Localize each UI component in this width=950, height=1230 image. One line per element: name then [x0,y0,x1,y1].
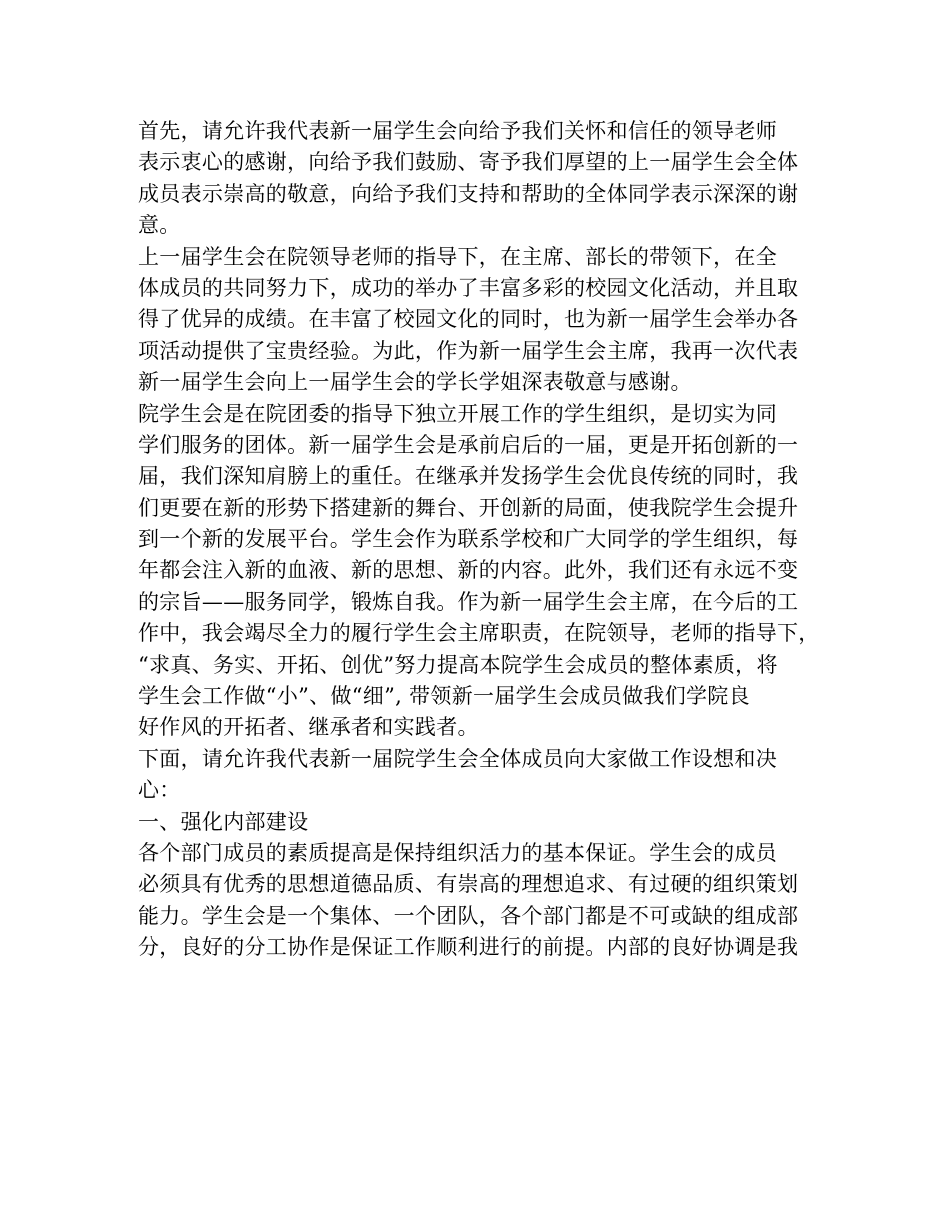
text-line: 的宗旨——服务同学，锻炼自我。作为新一届学生会主席，在今后的工 [138,589,799,614]
text-line: 必须具有优秀的思想道德品质、有崇高的理想追求、有过硬的组织策划 [138,872,799,897]
text-line: 表示衷心的感谢，向给予我们鼓励、寄予我们厚望的上一届学生会全体 [138,150,799,175]
paragraph-student-union [138,399,828,744]
text-line: 学们服务的团体。新一届学生会是承前启后的一届，更是开拓创新的一 [138,432,799,457]
section-heading-text: 一、强化内部建设 [138,809,309,834]
text-line: 意。 [138,213,181,238]
document-body [138,116,828,964]
text-line: 学生会工作做“小”、做“细”, 带领新一届学生会成员做我们学院良 [138,684,750,709]
paragraph-thanks [138,116,828,242]
text-line: 好作风的开拓者、继承者和实践者。 [138,715,479,740]
text-line: 心： [138,778,181,803]
paragraph-previous-council [138,242,828,399]
text-line: 上一届学生会在院领导老师的指导下，在主席、部长的带领下，在全 [138,244,777,269]
text-line: 体成员的共同努力下，成功的举办了丰富多彩的校园文化活动，并且取 [138,275,799,300]
paragraph-intro-plans [138,744,828,807]
text-line: 到一个新的发展平台。学生会作为联系学校和广大同学的学生组织，每 [138,527,799,552]
text-line: 下面，请允许我代表新一届院学生会全体成员向大家做工作设想和决 [138,746,777,771]
text-line: 首先，请允许我代表新一届学生会向给予我们关怀和信任的领导老师 [138,119,777,143]
text-line: 成员表示崇高的敬意，向给予我们支持和帮助的全体同学表示深深的谢 [138,181,799,206]
text-line: 新一届学生会向上一届学生会的学长学姐深表敬意与感谢。 [138,370,692,395]
text-line: 们更要在新的形势下搭建新的舞台、开创新的局面，使我院学生会提升 [138,495,799,520]
paragraph-internal-building [138,838,828,964]
text-line: 年都会注入新的血液、新的思想、新的内容。此外，我们还有永远不变 [138,558,799,583]
section-heading [138,807,828,838]
text-line: 届，我们深知肩膀上的重任。在继承并发扬学生会优良传统的同时，我 [138,464,799,489]
text-line: 作中，我会竭尽全力的履行学生会主席职责，在院领导，老师的指导下， [138,621,820,646]
text-line: 各个部门成员的素质提高是保持组织活力的基本保证。学生会的成员 [138,840,777,865]
text-line: 院学生会是在院团委的指导下独立开展工作的学生组织，是切实为同 [138,401,777,426]
text-line: 能力。学生会是一个集体、一个团队，各个部门都是不可或缺的组成部 [138,903,799,928]
text-line: 项活动提供了宝贵经验。为此，作为新一届学生会主席，我再一次代表 [138,338,799,363]
text-line: 得了优异的成绩。在丰富了校园文化的同时，也为新一届学生会举办各 [138,307,799,332]
text-line: “求真、务实、开拓、创优”努力提高本院学生会成员的整体素质，将 [138,652,778,677]
text-line: 分，良好的分工协作是保证工作顺利进行的前提。内部的良好协调是我 [138,935,799,960]
